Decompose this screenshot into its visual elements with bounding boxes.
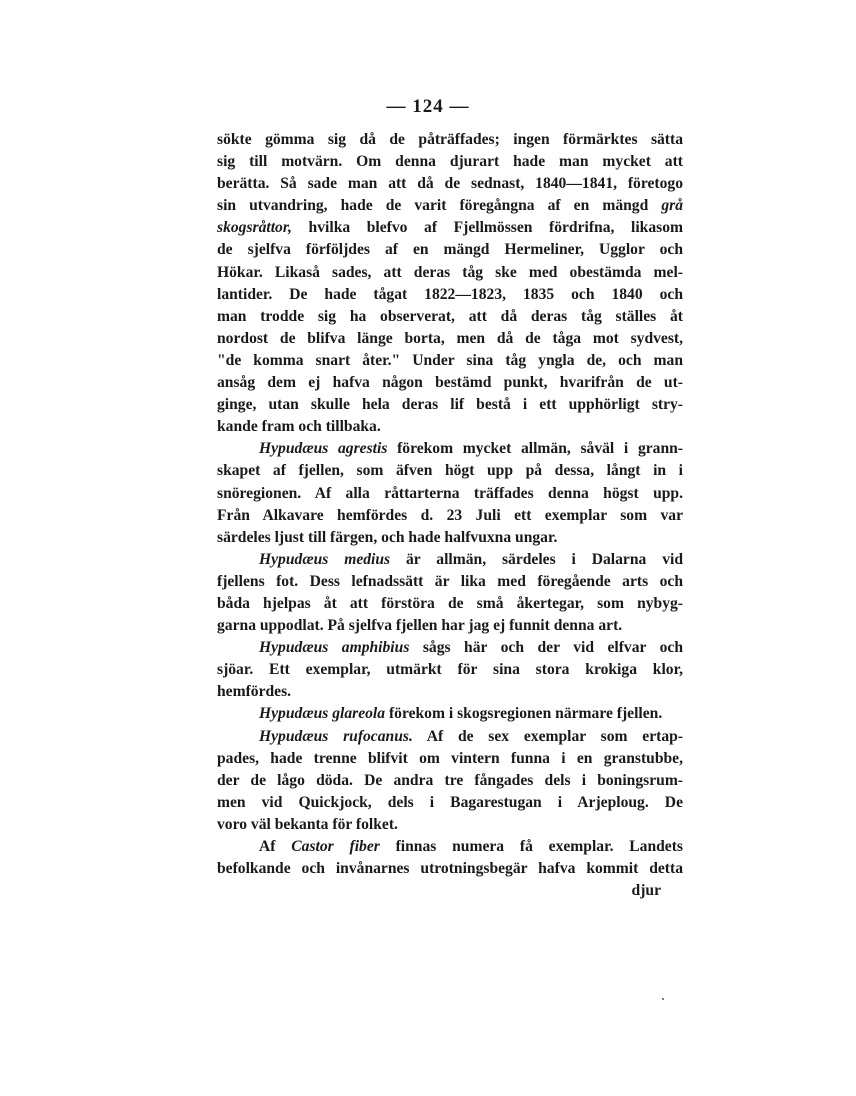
text-line xyxy=(217,681,683,703)
text-line xyxy=(217,814,683,836)
italic-species-name: skogsråttor, xyxy=(217,219,292,237)
text-segment: befolkande och invånarnes utrotningsbegär hafva kommit detta xyxy=(217,860,683,878)
body-text xyxy=(217,129,683,902)
text-line xyxy=(217,549,683,571)
text-segment: fjellens fot. Dess lefnadssätt är lika med föregående arts och xyxy=(217,572,683,590)
text-line xyxy=(217,306,683,328)
text-segment: voro väl bekanta för folket. xyxy=(217,815,398,833)
text-segment: berätta. Så sade man att då de sednast, 1840—1841, företogo xyxy=(217,175,683,193)
paper-speck xyxy=(662,998,664,1000)
text-segment: Hökar. Likaså sades, att deras tåg ske med obestämda mel- xyxy=(217,263,683,281)
text-line xyxy=(217,173,683,195)
italic-species-name: Castor fiber xyxy=(291,838,380,855)
text-segment: kande fram och tillbaka. xyxy=(217,418,381,436)
text-line xyxy=(217,151,683,173)
text-line xyxy=(217,262,683,284)
text-segment: Från Alkavare hemfördes d. 23 Juli ett exemplar som var xyxy=(217,506,683,524)
text-segment: snöregionen. Af alla råttarterna träffades denna högst upp. xyxy=(217,484,683,502)
text-segment: Af de sex exemplar som ertap- xyxy=(412,727,683,745)
text-line xyxy=(217,659,683,681)
text-segment: pades, hade trenne blifvit om vintern funna i en granstubbe, xyxy=(217,749,683,767)
text-segment: djur xyxy=(631,882,661,900)
text-line xyxy=(217,571,683,593)
italic-species-name: Hypudæus amphibius xyxy=(259,639,410,657)
text-line xyxy=(217,792,683,814)
text-segment: sjöar. Ett exemplar, utmärkt för sina stora krokiga klor, xyxy=(217,661,683,679)
text-segment: ansåg dem ej hafva någon bestämd punkt, hvarifrån de ut- xyxy=(217,374,683,392)
text-line xyxy=(217,416,683,438)
text-segment: man trodde sig ha observerat, att då deras tåg ställes åt xyxy=(217,307,683,325)
text-line xyxy=(217,438,683,460)
text-segment: Af xyxy=(259,838,292,855)
text-line xyxy=(217,593,683,615)
text-line xyxy=(217,505,683,527)
catchword xyxy=(217,880,683,902)
text-segment: lantider. De hade tågat 1822—1823, 1835 och 1840 och xyxy=(217,285,683,303)
text-segment: båda hjelpas åt att förstöra de små åkertegar, som nybyg- xyxy=(217,594,683,612)
page-number: — 124 — xyxy=(386,96,470,117)
text-segment: de sjelfva förföljdes af en mängd Hermeliner, Ugglor och xyxy=(217,241,683,259)
text-segment: förekom i skogsregionen närmare fjellen. xyxy=(385,705,663,723)
text-line xyxy=(217,394,683,416)
text-line xyxy=(217,615,683,637)
text-segment: förekom mycket allmän, såväl i grann- xyxy=(387,440,683,458)
text-line xyxy=(217,836,683,858)
text-segment: hemfördes. xyxy=(217,683,292,701)
text-line xyxy=(217,770,683,792)
text-line xyxy=(217,460,683,482)
italic-species-name: Hypudæus medius xyxy=(259,550,391,568)
text-line xyxy=(217,328,683,350)
text-segment: ginge, utan skulle hela deras lif bestå i ett upphörligt stry- xyxy=(217,396,683,414)
italic-species-name: grå xyxy=(661,197,683,215)
text-segment: sökte gömma sig då de påträffades; ingen förmärktes sätta xyxy=(217,131,683,148)
italic-species-name: Hypudæus rufocanus. xyxy=(259,727,413,745)
text-segment: är allmän, särdeles i Dalarna vid xyxy=(390,550,683,568)
text-segment: der de lågo döda. De andra tre fångades dels i boningsrum- xyxy=(217,771,683,789)
text-line xyxy=(217,527,683,549)
text-line xyxy=(217,483,683,505)
text-line xyxy=(217,703,683,725)
text-segment: särdeles ljust till färgen, och hade halfvuxna ungar. xyxy=(217,528,558,546)
text-segment: nordost de blifva länge borta, men då de tåga mot sydvest, xyxy=(217,329,683,347)
text-segment: sågs här och der vid elfvar och xyxy=(409,639,683,657)
text-line xyxy=(217,129,683,151)
text-line xyxy=(217,748,683,770)
text-line xyxy=(217,372,683,394)
text-segment: skapet af fjellen, som äfven högt upp på dessa, långt in i xyxy=(217,462,683,480)
text-segment: sig till motvärn. Om denna djurart hade man mycket att xyxy=(217,153,683,171)
italic-species-name: Hypudæus glareola xyxy=(259,705,386,723)
text-segment: men vid Quickjock, dels i Bagarestugan i Arjeploug. De xyxy=(217,793,683,811)
text-line xyxy=(217,350,683,372)
text-line xyxy=(217,637,683,659)
text-line xyxy=(217,284,683,306)
text-segment: hvilka blefvo af Fjellmössen fördrifna, likasom xyxy=(291,219,683,237)
text-line xyxy=(217,858,683,880)
italic-species-name: Hypudæus agrestis xyxy=(259,440,388,458)
text-line xyxy=(217,726,683,748)
text-line xyxy=(217,239,683,261)
text-segment: sin utvandring, hade de varit föregångna af en mängd xyxy=(217,197,662,215)
text-segment: finnas numera få exemplar. Landets xyxy=(379,838,683,855)
text-segment: garna uppodlat. På sjelfva fjellen har jag ej funnit denna art. xyxy=(217,617,623,635)
text-line xyxy=(217,217,683,239)
text-segment: "de komma snart åter." Under sina tåg yngla de, och man xyxy=(217,351,683,369)
text-line xyxy=(217,195,683,217)
